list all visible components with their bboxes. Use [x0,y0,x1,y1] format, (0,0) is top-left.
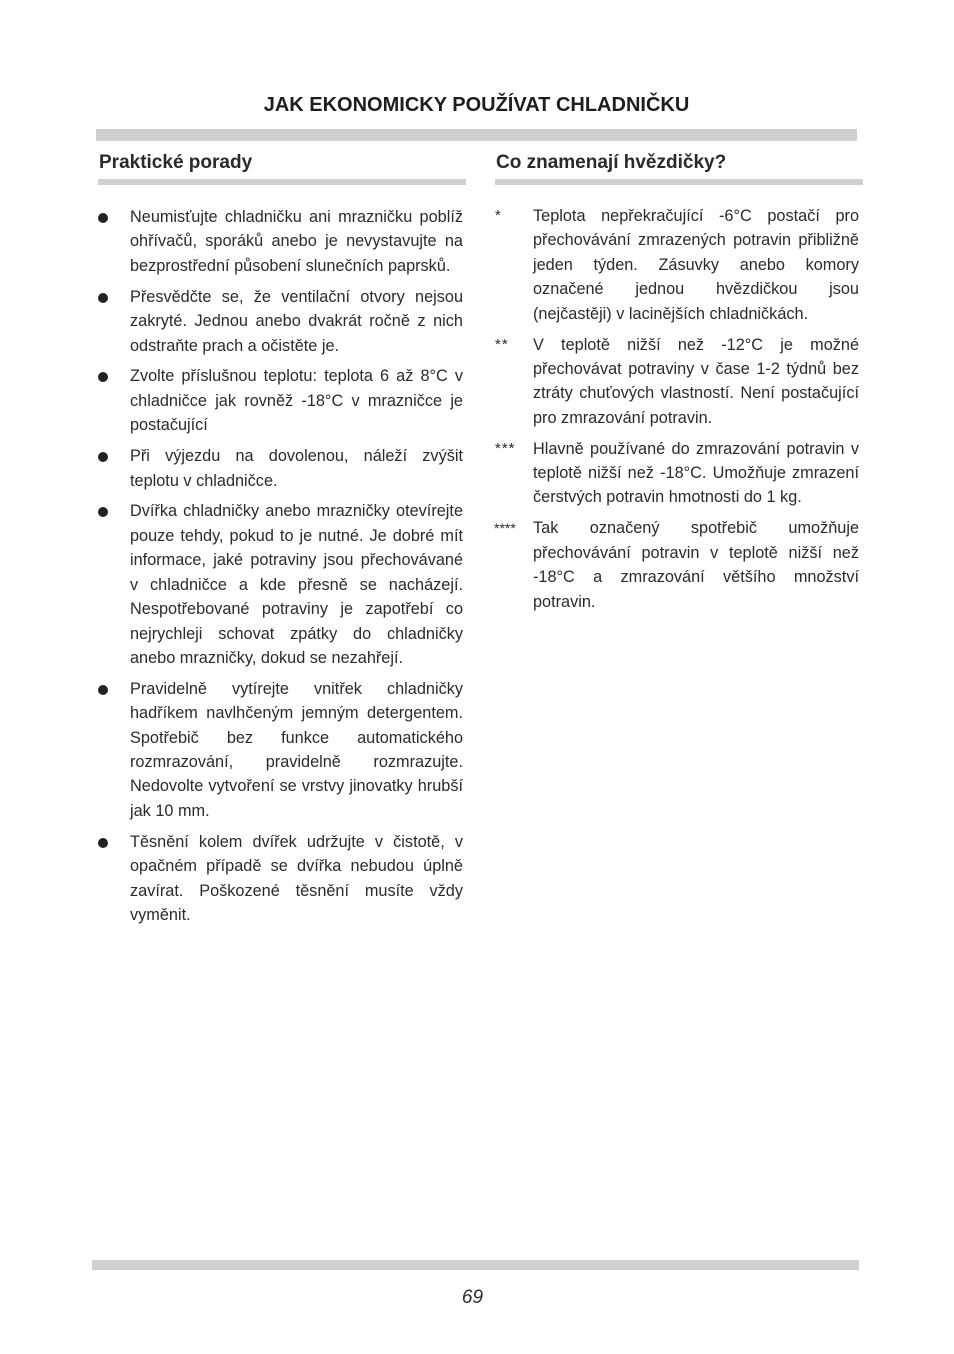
list-item [495,437,863,510]
list-item [495,516,863,614]
bullet-icon [98,452,108,462]
star-rating-mark: *** [495,439,516,457]
tip-text: Pravidelně vytírejte vnitřek chladničky hadříkem navlhčeným jemným detergentem. Spotřebič bez funkce automatického rozmrazování, pravidelně rozmrazujte. Nedovolte vytvoření se vrstvy jinovatky hrubší jak 10 mm. [130,679,463,820]
list-item [98,677,466,823]
star-rating-mark: **** [494,520,516,537]
stars-meaning-column [495,150,863,621]
stars-meaning-heading: Co znamenají hvězdičky? [496,152,727,173]
page-title: JAK EKONOMICKY POUŽÍVAT CHLADNIČKU [263,94,690,116]
title-divider [96,129,857,141]
bullet-icon [98,293,108,303]
list-item [495,204,863,326]
stars-meaning-list [495,204,863,614]
tip-text: Přesvědčte se, že ventilační otvory nejsou zakryté. Jednou anebo dvakrát ročně z nich odstraňte prach a očistěte je. [130,287,463,355]
list-item [98,285,466,358]
footer-divider [92,1260,859,1270]
tip-text: Zvolte příslušnou teplotu: teplota 6 až 8°C v chladničce jak rovněž -18°C v mrazničce je postačující [130,367,463,435]
practical-tips-list [98,205,466,927]
page-number: 69 [461,1287,484,1308]
stars-meaning-divider [495,179,863,185]
practical-tips-heading: Praktické porady [99,152,253,173]
bullet-icon [98,507,108,517]
bullet-icon [98,838,108,848]
list-item [98,830,466,928]
list-item [98,205,466,278]
star-description: Teplota nepřekračující -6°C postačí pro přechovávání zmrazených potravin přibližně jeden týden. Zásuvky anebo komory označené jednou hvězdičkou jsou (nejčastěji) v lacinějších chladničkách. [533,207,859,323]
star-rating-mark: ** [495,335,509,353]
star-rating-mark: * [495,207,502,224]
practical-tips-divider [98,179,466,185]
list-item [98,499,466,670]
star-description: V teplotě nižší než -12°C je možné přechovávat potraviny v čase 1-2 týdnů bez ztráty chuťových vlastností. Není postačující pro zmrazování potravin. [533,335,859,427]
bullet-icon [98,372,108,382]
tip-text: Těsnění kolem dvířek udržujte v čistotě, v opačném případě se dvířka nebudou úplně zavírat. Poškozené těsnění musíte vždy vyměnit. [130,832,463,924]
list-item [98,364,466,437]
bullet-icon [98,213,108,223]
bullet-icon [98,685,108,695]
tip-text: Při výjezdu na dovolenou, náleží zvýšit teplotu v chladničce. [130,447,463,490]
star-description: Hlavně používané do zmrazování potravin v teplotě nižší než -18°C. Umožňuje zmrazení čerstvých potravin hmotnosti do 1 kg. [533,439,859,507]
star-description: Tak označený spotřebič umožňuje přechovávání potravin v teplotě nižší než -18°C a zmrazování většího množství potravin. [533,519,859,611]
list-item [98,444,466,493]
tip-text: Neumisťujte chladničku ani mrazničku poblíž ohřívačů, sporáků anebo je nevystavujte na bezprostřední působení slunečních paprsků. [130,208,463,275]
list-item [495,333,863,431]
practical-tips-column [98,150,466,934]
tip-text: Dvířka chladničky anebo mrazničky otevírejte pouze tehdy, pokud to je nutné. Je dobré mít informace, jaké potraviny jsou přechovávané v chladničce a kde přesně se nacházejí. Nespotřebované potraviny je zapotřebí co nejrychleji schovat zpátky do chladničky anebo mrazničky, dokud se nezahřejí. [130,502,463,667]
